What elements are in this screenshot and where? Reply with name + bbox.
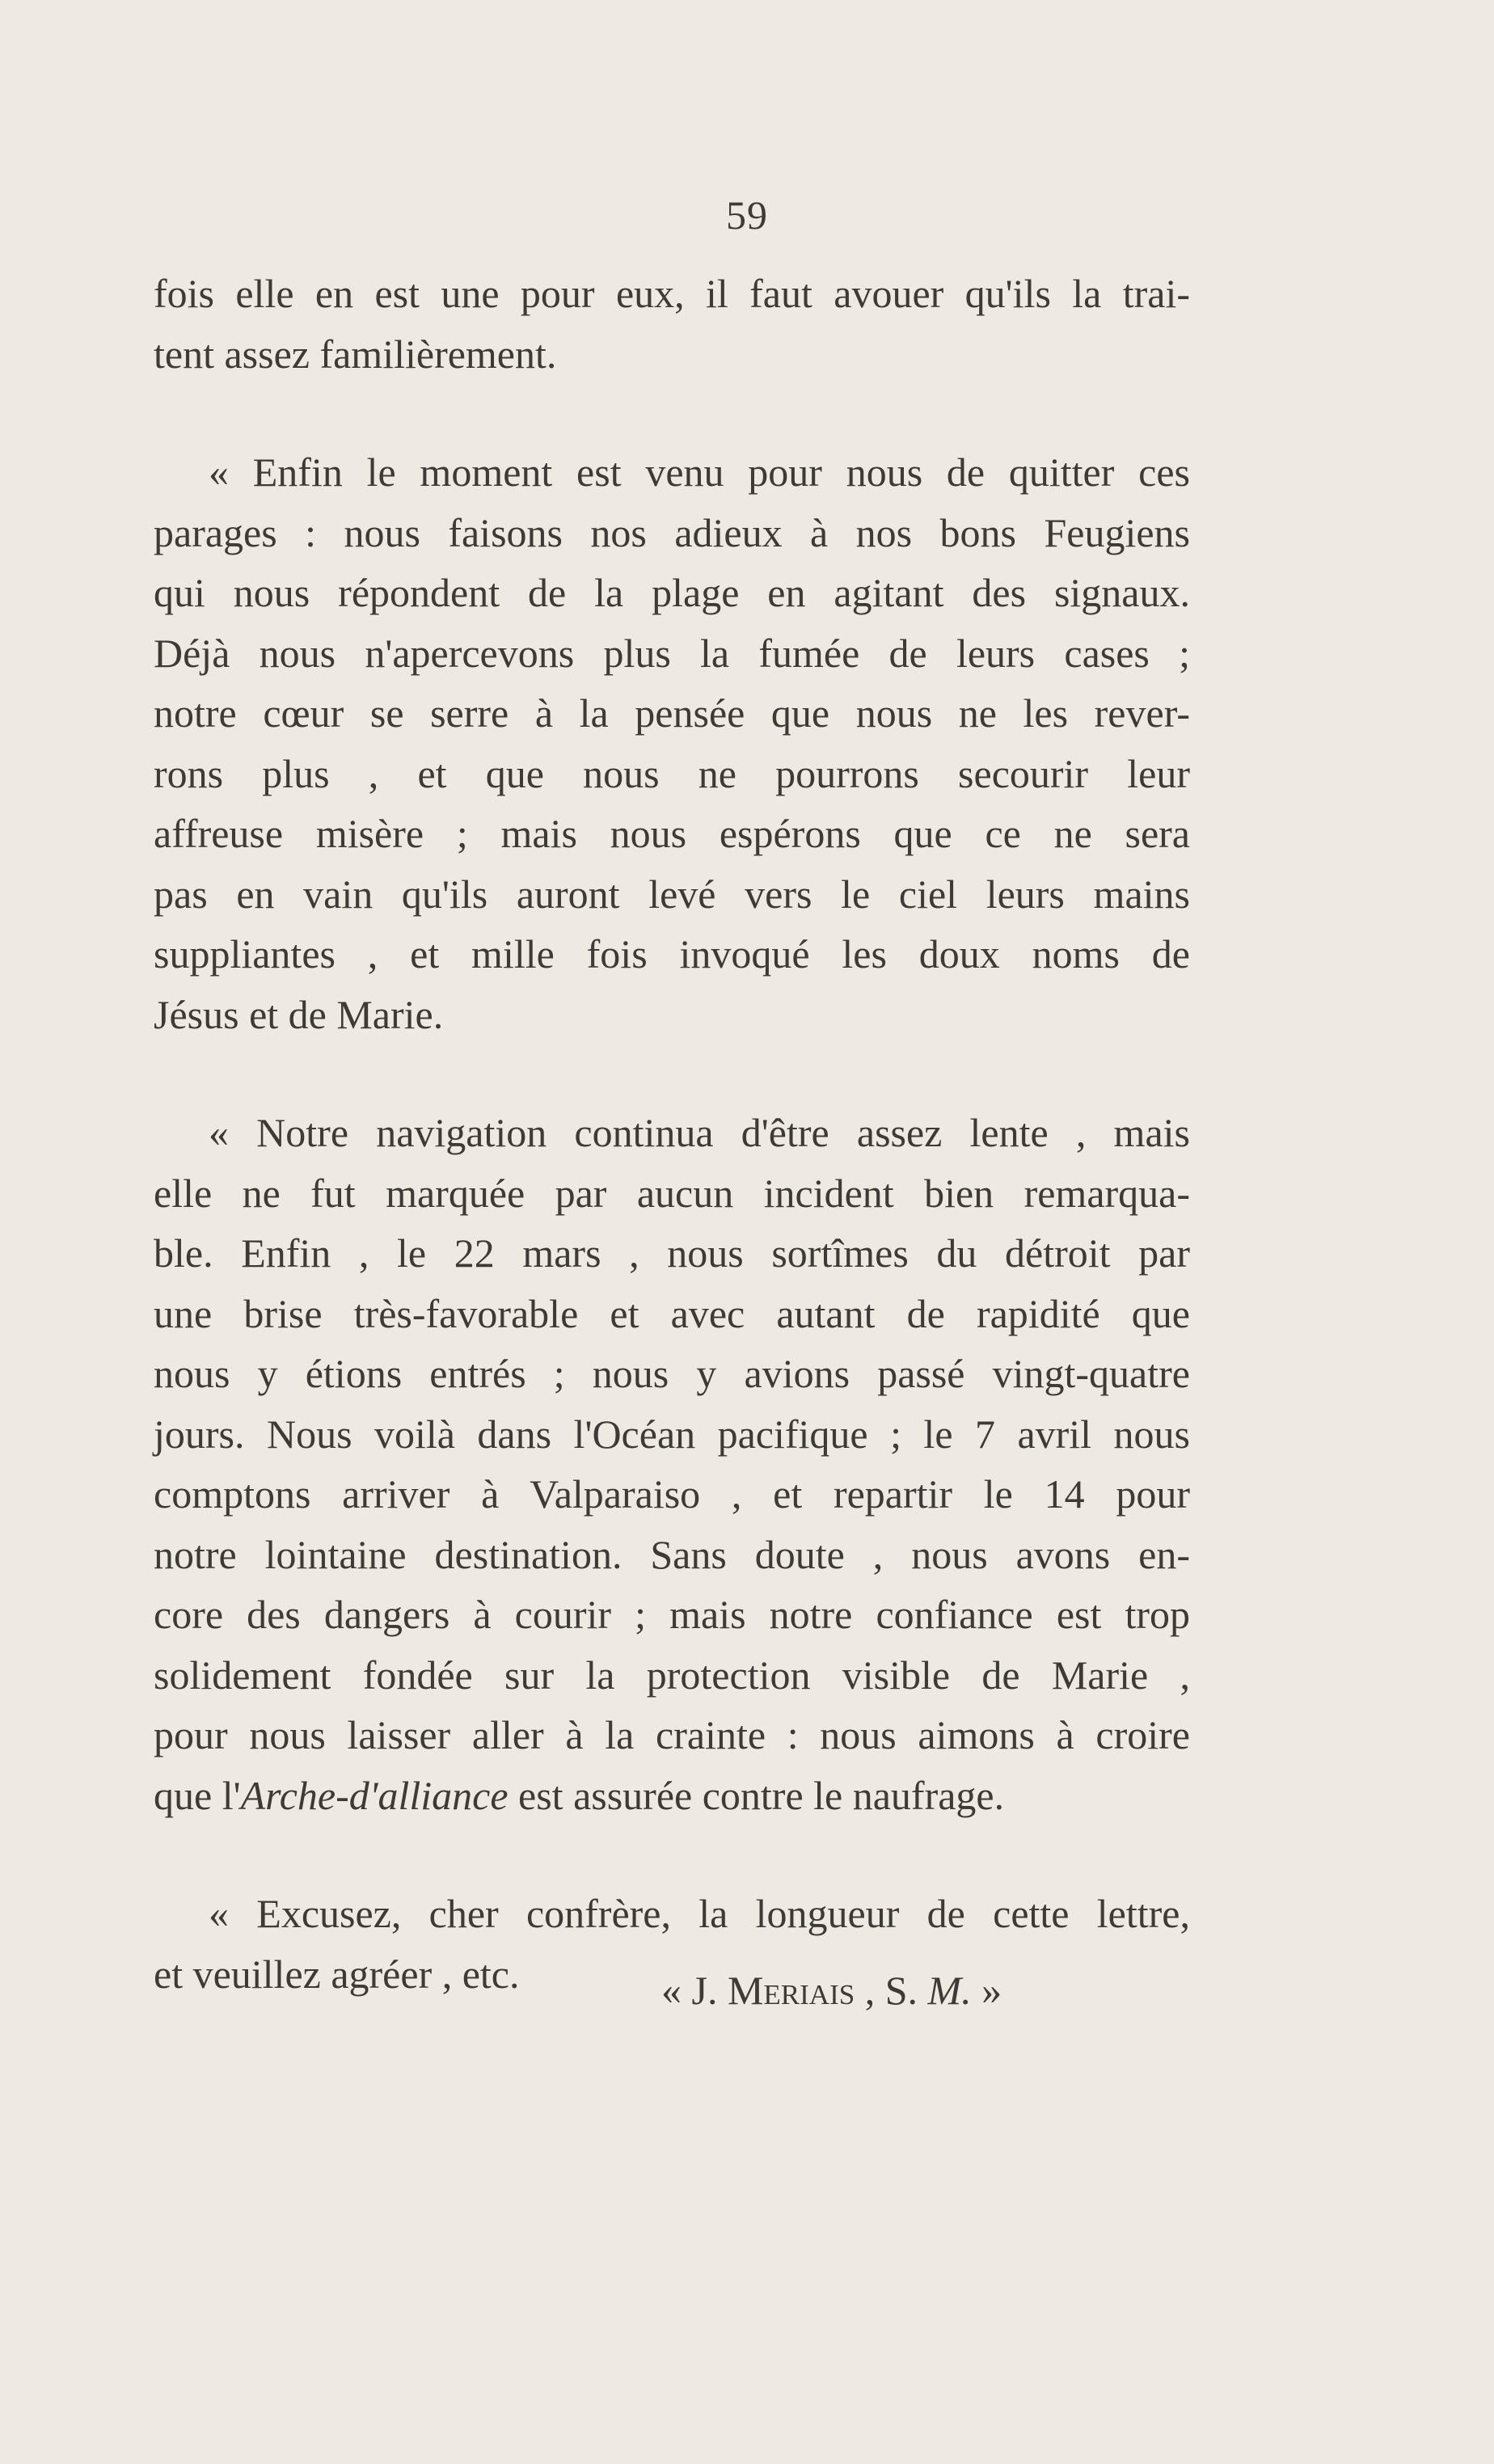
- text-line-with-italic: [154, 1766, 1190, 1826]
- text-line: comptons arriver à Valparaiso , et repartir le 14 pour: [154, 1471, 1190, 1517]
- paragraph-1: [154, 264, 1190, 384]
- text-line: « Excusez, cher confrère, la longueur de cette lettre,: [209, 1891, 1190, 1936]
- signature-close: »: [971, 1968, 1002, 2013]
- body-text: [154, 264, 1190, 2004]
- text-line: notre cœur se serre à la pensée que nous ne les rever-: [154, 690, 1190, 736]
- text-line: pour nous laisser aller à la crainte : nous aimons à croire: [154, 1712, 1190, 1757]
- text-line: Jésus et de Marie.: [154, 991, 444, 1037]
- signature-name: Meriais: [727, 1968, 855, 2013]
- text-line: core des dangers à courir ; mais notre confiance est trop: [154, 1592, 1190, 1637]
- line-text: que l': [154, 1772, 241, 1818]
- signature-suffix: , S.: [855, 1968, 928, 2013]
- text-line: elle ne fut marquée par aucun incident bien remarqua-: [154, 1170, 1190, 1216]
- signature-open: « J.: [661, 1968, 728, 2013]
- text-line: parages : nous faisons nos adieux à nos bons Feugiens: [154, 509, 1190, 555]
- text-line: ble. Enfin , le 22 mars , nous sortîmes du détroit par: [154, 1230, 1190, 1276]
- text-line: jours. Nous voilà dans l'Océan pacifique ; le 7 avril nous: [154, 1411, 1190, 1457]
- text-line: notre lointaine destination. Sans doute , nous avons en-: [154, 1531, 1190, 1577]
- text-line: « Enfin le moment est venu pour nous de quitter ces: [209, 449, 1190, 495]
- text-line: suppliantes , et mille fois invoqué les doux noms de: [154, 931, 1190, 977]
- text-line: fois elle en est une pour eux, il faut avouer qu'ils la trai-: [154, 271, 1190, 316]
- text-line: rons plus , et que nous ne pourrons secourir leur: [154, 750, 1190, 796]
- text-line: et veuillez agréer , etc.: [154, 1951, 520, 1997]
- text-line: pas en vain qu'ils auront levé vers le ciel leurs mains: [154, 871, 1190, 917]
- signature-italic-suffix: M.: [927, 1968, 972, 2013]
- text-line: affreuse misère ; mais nous espérons que ce ne sera: [154, 811, 1190, 856]
- paragraph-3: [154, 1103, 1190, 1825]
- page-number: 59: [726, 192, 768, 238]
- text-line: nous y étions entrés ; nous y avions passé vingt-quatre: [154, 1351, 1190, 1396]
- italic-title: Arche-d'alliance: [240, 1772, 509, 1818]
- text-line: une brise très-favorable et avec autant de rapidité que: [154, 1290, 1190, 1336]
- paragraph-2: [154, 442, 1190, 1044]
- text-line: « Notre navigation continua d'être assez lente , mais: [209, 1110, 1190, 1155]
- signature: [661, 1960, 1002, 2020]
- text-line: solidement fondée sur la protection visible de Marie ,: [154, 1652, 1190, 1698]
- line-text: est assurée contre le naufrage.: [508, 1772, 1005, 1818]
- text-line: Déjà nous n'apercevons plus la fumée de leurs cases ;: [154, 630, 1190, 676]
- text-line: tent assez familièrement.: [154, 331, 557, 377]
- text-line: qui nous répondent de la plage en agitant des signaux.: [154, 570, 1190, 615]
